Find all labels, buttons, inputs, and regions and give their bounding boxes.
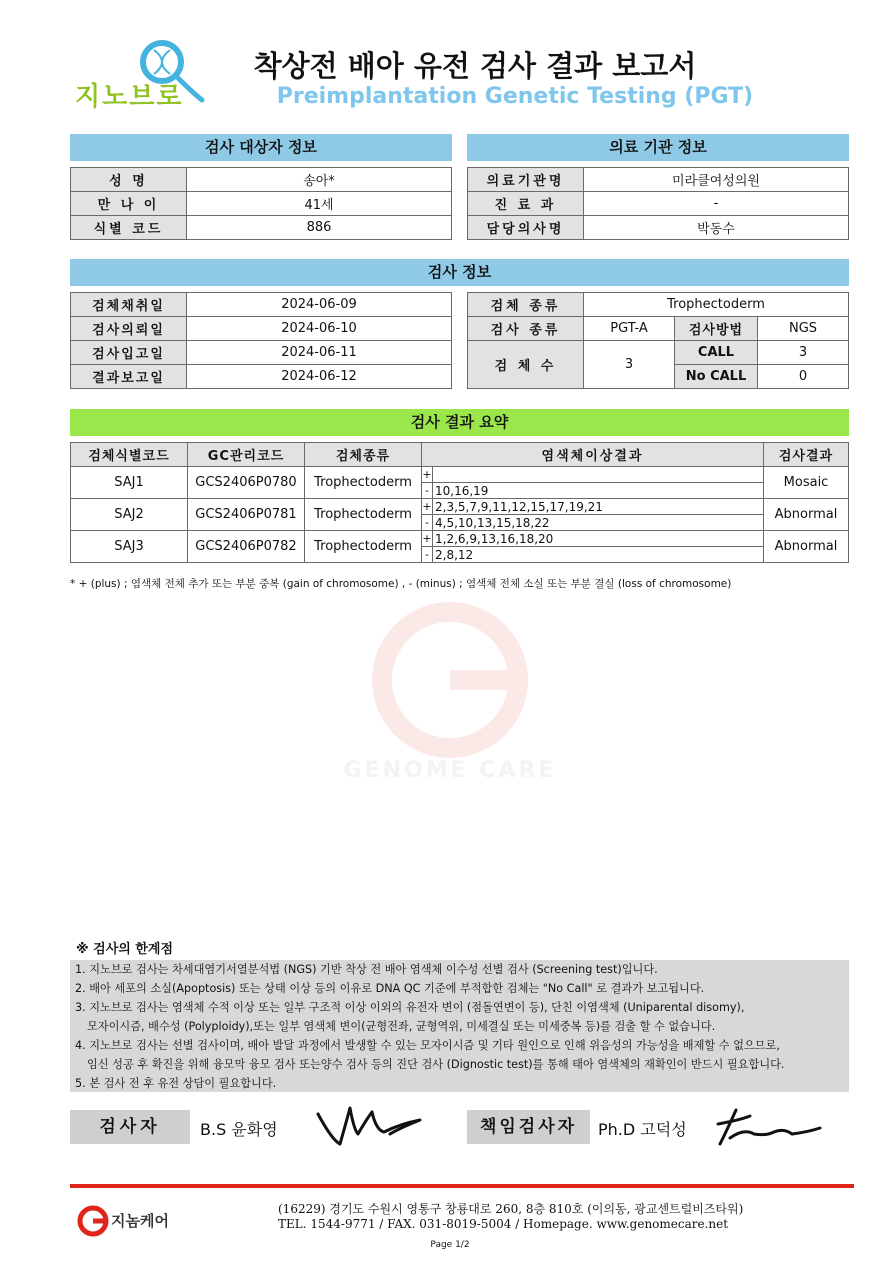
- limitation-line: 임신 성공 후 확진을 위해 융모막 융모 검사 또는양수 검사 등의 진단 검사 (Dignostic test)를 통해 태아 염색체의 재확인이 반드시 필요합니다.: [87, 1058, 785, 1071]
- report-subtitle: Preimplantation Genetic Testing (PGT): [276, 84, 754, 109]
- nocall-value: 0: [758, 365, 849, 389]
- name-value: 송아*: [187, 168, 452, 192]
- limitation-line: 4. 지노브로 검사는 선별 검사이며, 배아 발달 과정에서 발생할 수 있는 모자이시즘 및 기타 원인으로 인해 위음성의 가능성을 배제할 수 없으므로,: [75, 1039, 780, 1052]
- patient-section-header: 검사 대상자 정보: [70, 134, 452, 161]
- report-date-value: 2024-06-12: [187, 365, 452, 389]
- watermark-text: GENOME CARE: [343, 758, 557, 783]
- doctor-label: 담당의사명: [468, 216, 584, 240]
- results-table: [70, 442, 849, 563]
- row2-minus: 4,5,10,13,15,18,22: [433, 515, 764, 531]
- test-info-header: 검사 정보: [70, 259, 849, 286]
- table-row: [71, 317, 452, 341]
- footer-divider: [70, 1184, 854, 1188]
- results-footnote: * + (plus) ; 염색체 전체 추가 또는 부분 중복 (gain of chromosome) , - (minus) ; 염색체 전체 소실 또는 부분 결실 (loss of chromosome): [70, 578, 732, 590]
- test-dates-table: [70, 292, 452, 389]
- col-result: 검사결과: [764, 443, 849, 467]
- chief-examiner-name: Ph.D 고덕성: [598, 1120, 687, 1139]
- nocall-label: No CALL: [675, 365, 758, 389]
- row2-result: Abnormal: [764, 499, 849, 531]
- row1-result: Mosaic: [764, 467, 849, 499]
- col-specimen-id: 검체식별코드: [71, 443, 188, 467]
- row3-id: SAJ3: [71, 531, 188, 563]
- row1-plus: [433, 467, 764, 483]
- table-row: [71, 531, 849, 547]
- col-specimen-type: 검체종류: [305, 443, 422, 467]
- plus-sign: +: [422, 468, 432, 481]
- institution-section-header: 의료 기관 정보: [467, 134, 849, 161]
- limitation-line: 2. 배아 세포의 소실(Apoptosis) 또는 상태 이상 등의 이유로 DNA QC 기준에 부적합한 검체는 "No Call" 로 결과가 보고됩니다.: [75, 982, 705, 995]
- row3-plus: 1,2,6,9,13,16,18,20: [433, 531, 764, 547]
- minus-sign: -: [422, 547, 433, 563]
- minus-sign: -: [422, 515, 433, 531]
- call-value: 3: [758, 341, 849, 365]
- table-row: [71, 365, 452, 389]
- col-gc-code: GC관리코드: [188, 443, 305, 467]
- table-row: [71, 341, 452, 365]
- institution-name-label: 의료기관명: [468, 168, 584, 192]
- row3-minus: 2,8,12: [433, 547, 764, 563]
- row2-gc: GCS2406P0781: [188, 499, 305, 531]
- method-value: NGS: [758, 317, 849, 341]
- specimen-count-value: 3: [584, 341, 675, 389]
- genomecare-logo-icon: [76, 1204, 110, 1238]
- table-row: [71, 216, 452, 240]
- table-row: [468, 192, 849, 216]
- department-value: -: [584, 192, 849, 216]
- id-code-label: 식별 코드: [71, 216, 187, 240]
- request-date-label: 검사의뢰일: [71, 317, 187, 341]
- row2-id: SAJ2: [71, 499, 188, 531]
- examiner-signature: [310, 1100, 430, 1150]
- name-label: 성 명: [71, 168, 187, 192]
- table-row: [71, 293, 452, 317]
- examiner-name: B.S 윤화영: [200, 1120, 278, 1139]
- table-row: [71, 192, 452, 216]
- row1-minus: 10,16,19: [433, 483, 764, 499]
- row3-result: Abnormal: [764, 531, 849, 563]
- row1-gc: GCS2406P0780: [188, 467, 305, 499]
- minus-sign: -: [422, 483, 433, 499]
- specimen-count-label: 검 체 수: [468, 341, 584, 389]
- receipt-date-label: 검사입고일: [71, 341, 187, 365]
- table-row: [468, 216, 849, 240]
- limitation-line: 1. 지노브로 검사는 차세대염기서열분석법 (NGS) 기반 착상 전 배아 염색체 이수성 선별 검사 (Screening test)입니다.: [75, 963, 658, 976]
- age-label: 만 나 이: [71, 192, 187, 216]
- examiner-label: 검사자: [70, 1110, 190, 1144]
- table-row: [71, 168, 452, 192]
- table-row: [71, 499, 849, 515]
- test-type-value: PGT-A: [584, 317, 675, 341]
- footer-address: (16229) 경기도 수원시 영통구 창룡대로 260, 8층 810호 (이의동, 광교센트럴비즈타워): [278, 1202, 744, 1216]
- footer-company-name: 지놈케어: [111, 1212, 169, 1230]
- table-row: [468, 341, 849, 365]
- receipt-date-value: 2024-06-11: [187, 341, 452, 365]
- company-logo: [70, 34, 215, 114]
- collection-date-value: 2024-06-09: [187, 293, 452, 317]
- institution-name-value: 미라클여성의원: [584, 168, 849, 192]
- chief-examiner-signature: [710, 1098, 830, 1150]
- row1-type: Trophectoderm: [305, 467, 422, 499]
- table-row: [468, 168, 849, 192]
- row2-type: Trophectoderm: [305, 499, 422, 531]
- row1-id: SAJ1: [71, 467, 188, 499]
- limitations-box: [70, 960, 849, 1092]
- method-label: 검사방법: [675, 317, 758, 341]
- specimen-type-value: Trophectoderm: [584, 293, 849, 317]
- table-row: [71, 467, 849, 483]
- table-row: [468, 293, 849, 317]
- department-label: 진 료 과: [468, 192, 584, 216]
- plus-sign: +: [422, 532, 432, 545]
- id-code-value: 886: [187, 216, 452, 240]
- collection-date-label: 검체채취일: [71, 293, 187, 317]
- results-section-header: 검사 결과 요약: [70, 409, 849, 436]
- col-abnormality: 염색체이상결과: [422, 443, 764, 467]
- limitation-line: 모자이시즘, 배수성 (Polyploidy),또는 일부 염색체 변이(균형전좌, 균형역위, 미세결실 또는 미세중복 등)를 검출 할 수 없습니다.: [87, 1020, 716, 1033]
- plus-sign: +: [422, 500, 432, 513]
- age-value: 41세: [187, 192, 452, 216]
- chief-examiner-label: 책임검사자: [467, 1110, 590, 1144]
- table-row: [468, 317, 849, 341]
- page-number: Page 1/2: [430, 1240, 470, 1250]
- row3-type: Trophectoderm: [305, 531, 422, 563]
- limitation-line: 5. 본 검사 전 후 유전 상담이 필요합니다.: [75, 1077, 277, 1090]
- limitation-line: 3. 지노브로 검사는 염색체 수적 이상 또는 일부 구조적 이상 이외의 유전자 변이 (점돌연변이 등), 단친 이염색체 (Uniparental disomy),: [75, 1001, 745, 1014]
- footer-contact: TEL. 1544-9771 / FAX. 031-8019-5004 / Homepage. www.genomecare.net: [278, 1217, 729, 1231]
- report-title: 착상전 배아 유전 검사 결과 보고서: [253, 49, 697, 83]
- test-spec-table: [467, 292, 849, 389]
- results-header-row: [71, 443, 849, 467]
- institution-table: [467, 167, 849, 240]
- row3-gc: GCS2406P0782: [188, 531, 305, 563]
- report-date-label: 결과보고일: [71, 365, 187, 389]
- logo-text: 지노브로: [75, 82, 184, 112]
- patient-table: [70, 167, 452, 240]
- request-date-value: 2024-06-10: [187, 317, 452, 341]
- specimen-type-label: 검체 종류: [468, 293, 584, 317]
- call-label: CALL: [675, 341, 758, 365]
- limitations-title: ※ 검사의 한계점: [76, 942, 174, 957]
- row2-plus: 2,3,5,7,9,11,12,15,17,19,21: [433, 499, 764, 515]
- doctor-value: 박동수: [584, 216, 849, 240]
- test-type-label: 검사 종류: [468, 317, 584, 341]
